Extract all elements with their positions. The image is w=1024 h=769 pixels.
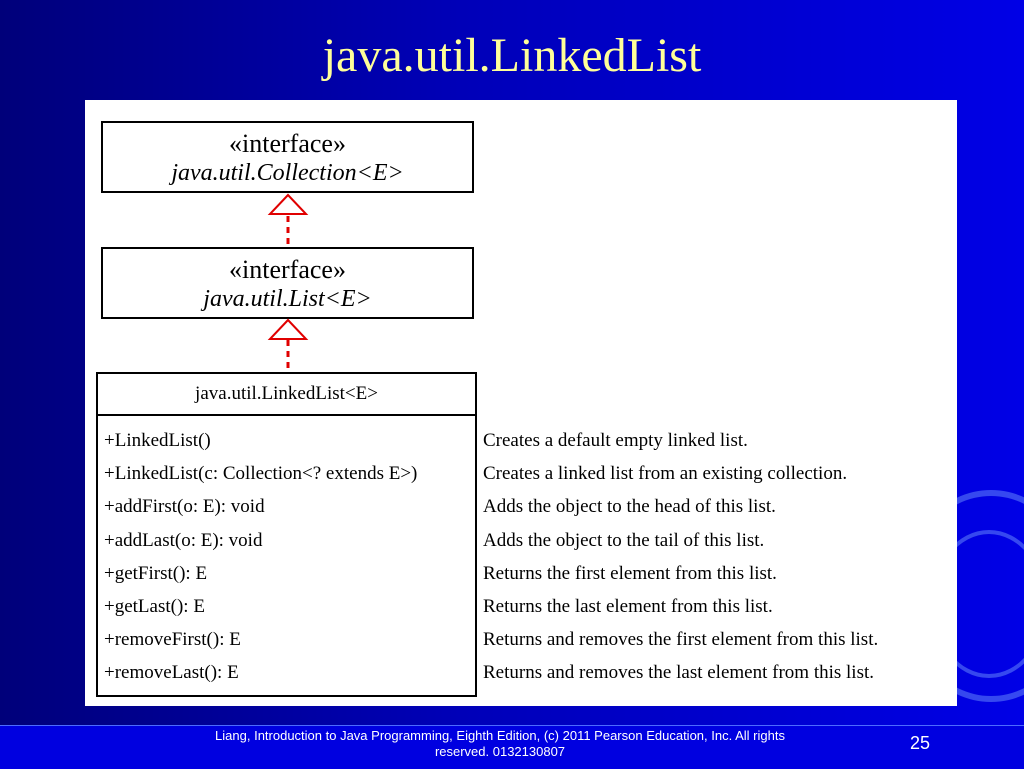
method-item: +LinkedList() xyxy=(104,430,211,451)
method-item: +removeLast(): E xyxy=(104,662,239,683)
arrow-list-to-collection xyxy=(270,195,306,246)
method-description: Adds the object to the head of this list. xyxy=(483,496,776,517)
method-item: +getLast(): E xyxy=(104,596,205,617)
method-description: Creates a linked list from an existing collection. xyxy=(483,463,848,484)
method-item: +addFirst(o: E): void xyxy=(104,496,265,517)
slide-title: java.util.LinkedList xyxy=(322,29,702,82)
method-description: Returns the last element from this list. xyxy=(483,596,773,617)
method-item: +LinkedList(c: Collection<? extends E>) xyxy=(104,463,418,484)
method-description: Returns and removes the first element from this list. xyxy=(483,629,879,650)
footer-copyright: Liang, Introduction to Java Programming, Eighth Edition, (c) 2011 Pearson Education, Inc. All rights reserved. 0132130807 xyxy=(215,728,785,759)
list-interface-name: java.util.List<E> xyxy=(203,286,372,312)
method-description: Creates a default empty linked list. xyxy=(483,430,748,451)
linkedlist-class-name: java.util.LinkedList<E> xyxy=(98,374,475,416)
method-description: Adds the object to the tail of this list. xyxy=(483,530,765,551)
method-description: Returns the first element from this list. xyxy=(483,563,777,584)
arrow-linkedlist-to-list xyxy=(270,320,306,371)
collection-interface-name: java.util.Collection<E> xyxy=(171,160,404,186)
method-item: +getFirst(): E xyxy=(104,563,208,584)
method-item: +addLast(o: E): void xyxy=(104,530,263,551)
method-item: +removeFirst(): E xyxy=(104,629,241,650)
list-stereotype: «interface» xyxy=(229,255,346,284)
collection-stereotype: «interface» xyxy=(229,129,346,158)
page-number: 25 xyxy=(910,733,931,753)
method-description: Returns and removes the last element from this list. xyxy=(483,662,875,683)
